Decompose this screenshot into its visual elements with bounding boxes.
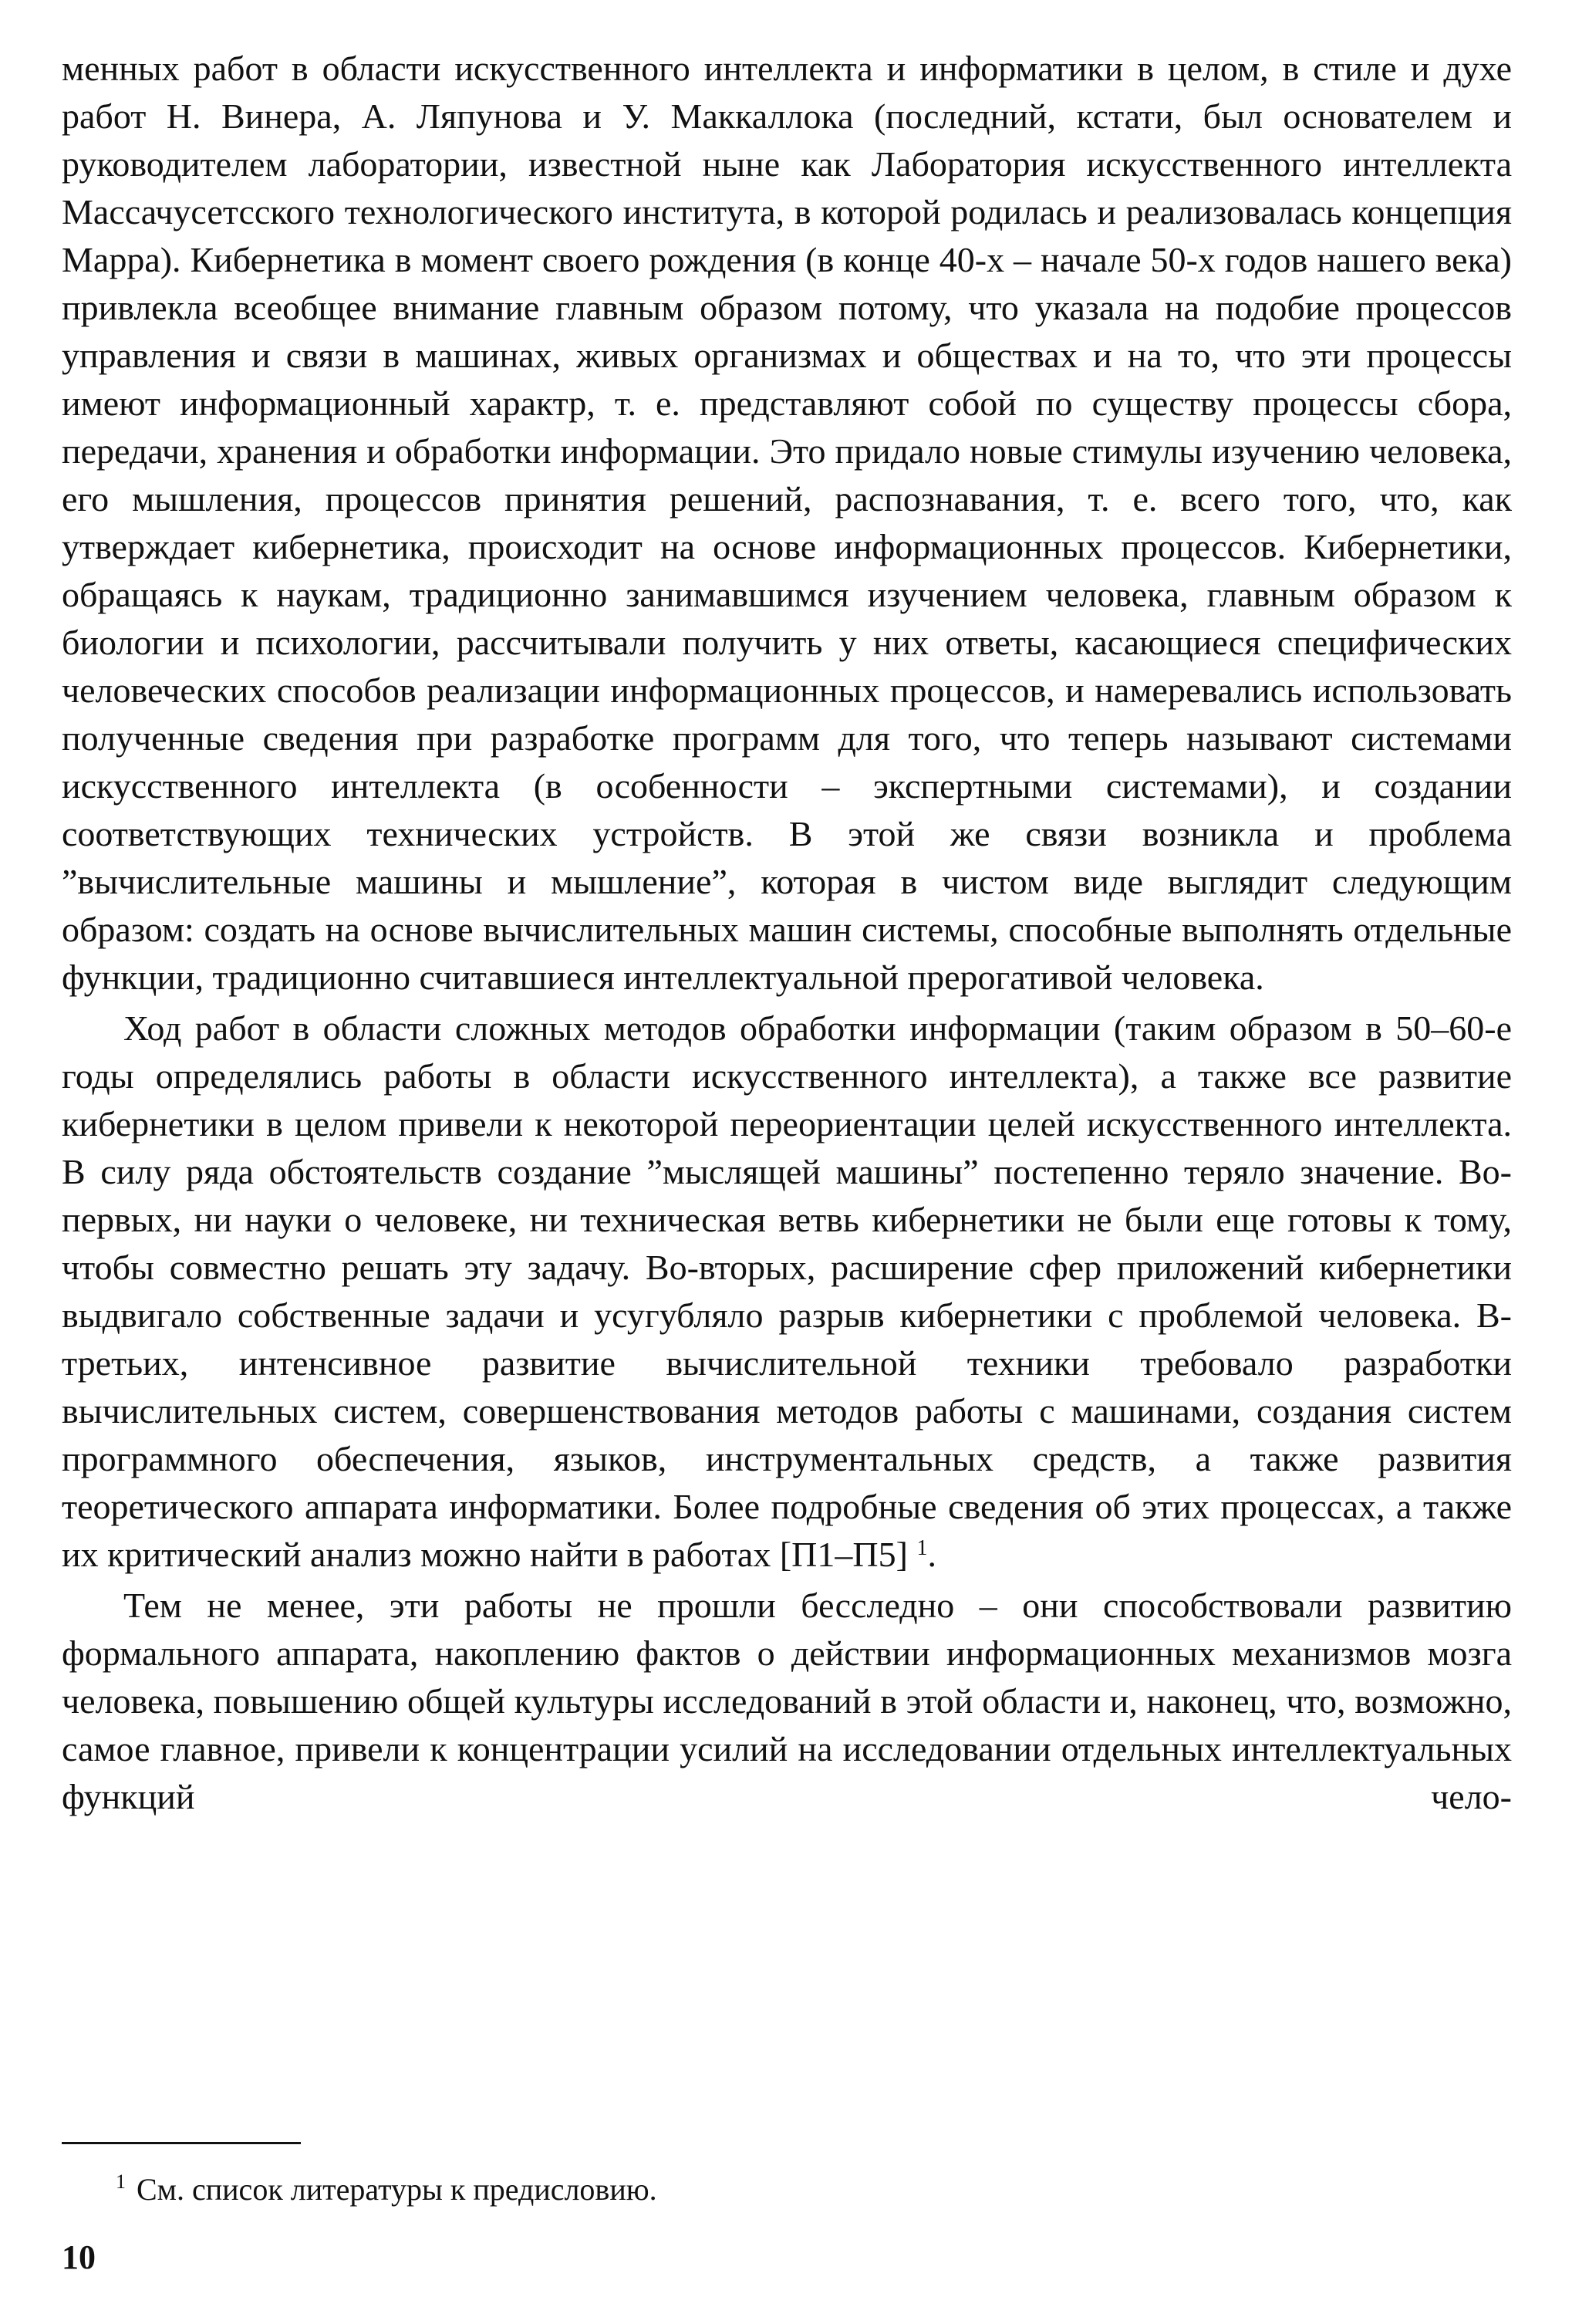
paragraph-2-tail: . bbox=[927, 1535, 936, 1574]
footnote-text: См. список литературы к предисловию. bbox=[137, 2172, 657, 2207]
paragraph-1: менных работ в области искусственного интеллекта и информатики в целом, в стиле и духе работ Н. Винера, А. Ляпунова и У. Маккаллока (последний, кстати, был основателем и руководителем лаборатории, известной ныне как Лаборатория искусственного интеллекта Массачусетсского технологического института, в которой родилась и реализовалась концепция Марра). Кибернетика в момент своего рождения (в конце 40-х – начале 50-х годов нашего века) привлекла всеобщее внимание главным образом потому, что указала на подобие процессов управления и связи в машинах, живых организмах и обществах и на то, что эти процессы имеют информационный характр, т. е. представляют собой по существу процессы сбора, передачи, хранения и обработки информации. Это придало новые стимулы изучению человека, его мышления, процессов принятия решений, распознавания, т. е. всего того, что, как утверждает кибернетика, происходит на основе информационных процессов. Кибернетики, обращаясь к наукам, традиционно занимавшимся изучением человека, главным образом к биологии и психологии, рассчитывали получить у них ответы, касающиеся специфических человеческих способов реализации информационных процессов, и намеревались использовать полученные сведения при разработке программ для того, что теперь называют системами искусственного интеллекта (в особенности – экспертными системами), и создании соответствующих технических устройств. В этой же связи возникла и проблема ”вычислительные машины и мышление”, которая в чистом виде выглядит следующим образом: создать на основе вычислительных машин системы, способные выполнять отдельные функции, традиционно считавшиеся интеллектуальной прерогативой человека. bbox=[62, 49, 1512, 997]
page-number: 10 bbox=[62, 2238, 96, 2276]
paragraph-2-text: Ход работ в области сложных методов обработки информации (таким образом в 50–60-е годы определялись работы в области искусственного интеллекта), а также все развитие кибернетики в целом привели к некоторой переориентации целей искусственного интеллекта. В силу ряда обстоятельств создание ”мыслящей машины” постепенно теряло значение. Во-первых, ни науки о человеке, ни техническая ветвь кибернетики не были еще готовы к тому, чтобы совместно решать эту задачу. Во-вторых, расширение сфер приложений кибернетики выдвигало собственные задачи и усугубляло разрыв кибернетики с проблемой человека. В-третьих, интенсивное развитие вычислительной техники требовало разработки вычислительных систем, совершенствования методов работы с машинами, создания систем программного обеспечения, языков, инструментальных средств, а также развития теоретического аппарата информатики. Более подробные сведения об этих процессах, а также их критический анализ можно найти в работах [П1–П5] bbox=[62, 1008, 1512, 1574]
paragraph-2 bbox=[62, 1005, 1512, 1579]
footnote-divider bbox=[62, 2142, 301, 2144]
footnote bbox=[116, 2168, 657, 2211]
footnote-reference[interactable]: 1 bbox=[916, 1536, 928, 1560]
paragraph-3: Тем не менее, эти работы не прошли бесследно – они способствовали развитию формального аппарата, накоплению фактов о действии информационных механизмов мозга человека, повышению общей культуры исследований в этой области и, наконец, что, возможно, самое главное, привели к концентрации усилий на исследовании отдельных интеллектуальных функций чело- bbox=[62, 1586, 1512, 1816]
page-body bbox=[62, 45, 1512, 1821]
footnote-marker: 1 bbox=[116, 2170, 126, 2193]
